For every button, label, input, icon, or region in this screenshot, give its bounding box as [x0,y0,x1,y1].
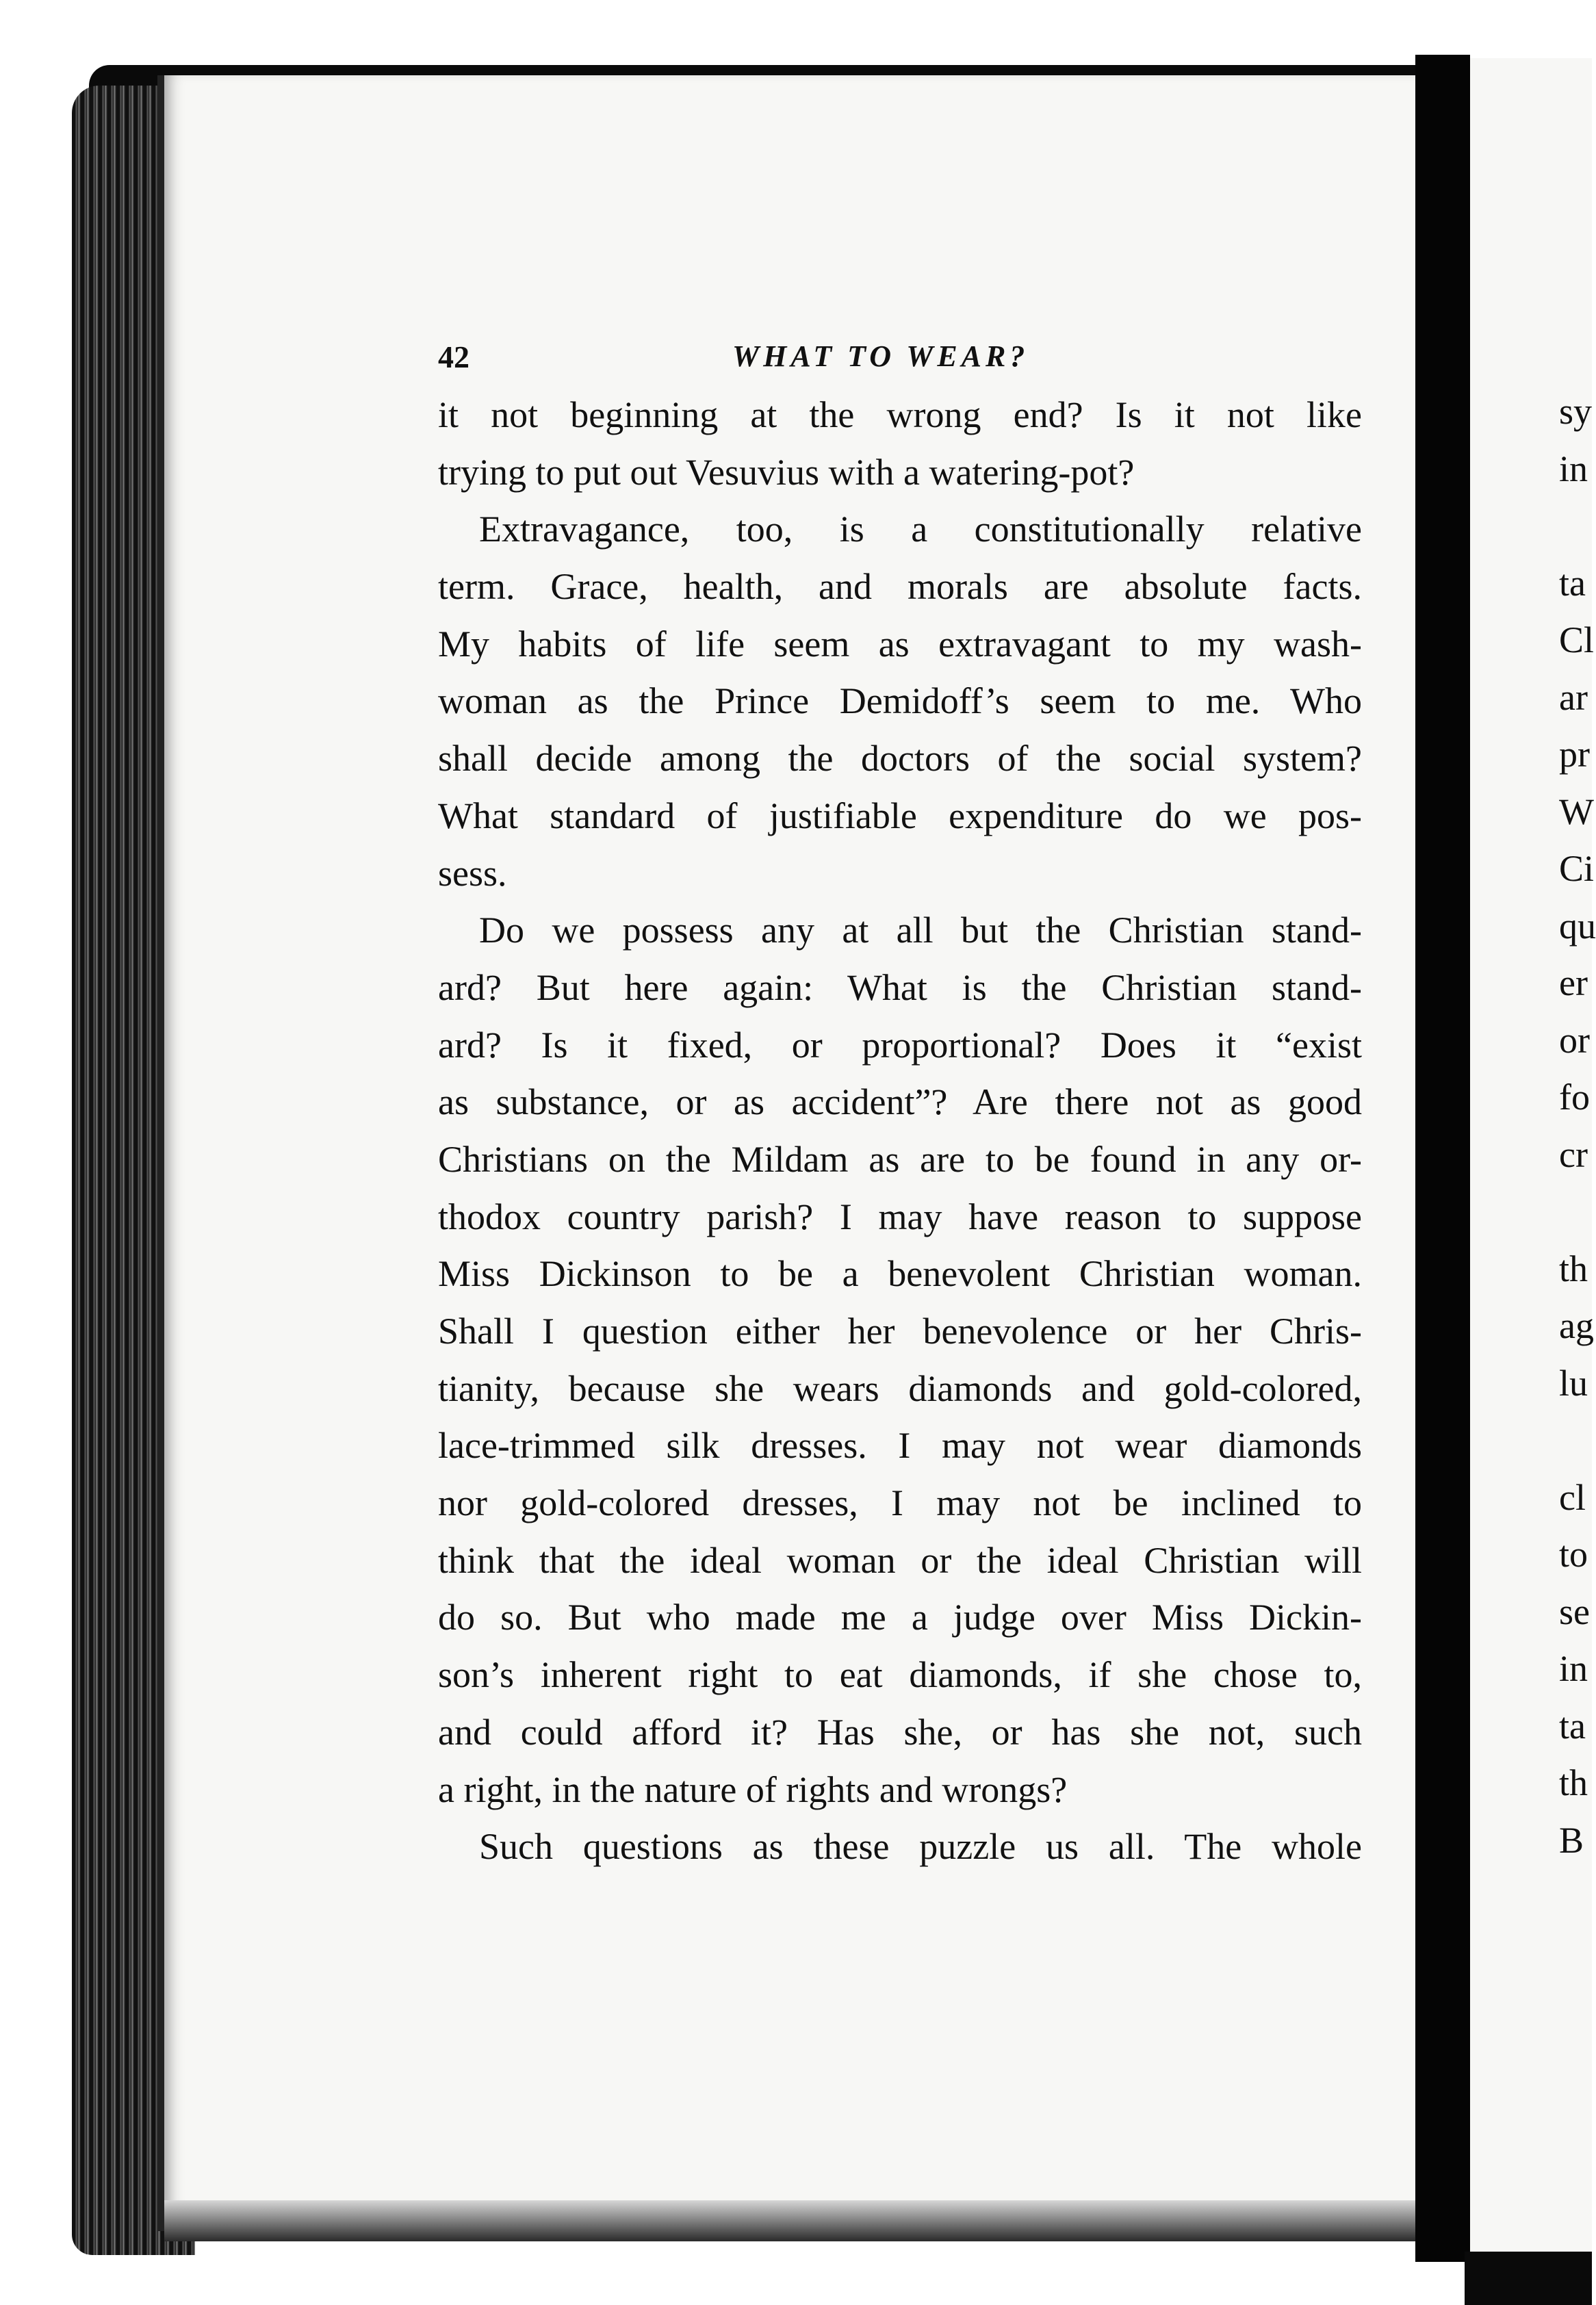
facing-page-fragment: sy [1559,391,1593,432]
left-page-text [438,325,1362,1876]
body-text [438,387,1362,1876]
facing-page-fragment: fo [1559,1077,1590,1118]
facing-page-fragment: se [1559,1591,1590,1632]
text-line: sess. [438,852,507,894]
facing-page-fragment: Ci [1559,848,1595,889]
facing-page-fragment: Cl [1559,619,1595,660]
facing-page-fragment: er [1559,962,1588,1003]
text-line: term. Grace, health, and morals are absolute facts. [438,566,1362,608]
text-line: My habits of life seem as extravagant to my wash- [438,623,1362,665]
facing-page-fragment: in [1559,1648,1588,1689]
facing-page-fragment: th [1559,1762,1588,1803]
facing-page-fragment: ag [1559,1305,1594,1346]
facing-page-fragment: th [1559,1248,1588,1289]
facing-page-fragment: cr [1559,1133,1588,1175]
text-line: a right, in the nature of rights and wrongs? [438,1768,1068,1810]
text-line: Extravagance, too, is a constitutionally relative [479,508,1362,550]
facing-page-fragment: qu [1559,905,1596,947]
text-line: Do we possess any at all but the Christian stand- [479,910,1362,951]
text-line: tianity, because she wears diamonds and gold-colored, [438,1367,1362,1409]
text-line: What standard of justifiable expenditure do we pos- [438,795,1362,836]
facing-page-fragment: lu [1559,1362,1588,1404]
text-line: woman as the Prince Demidoff’s seem to me. Who [438,680,1362,722]
text-line: son’s inherent right to eat diamonds, if she chose to, [438,1654,1362,1696]
text-line: as substance, or as accident”? Are there not as good [438,1081,1362,1123]
text-line: lace-trimmed silk dresses. I may not wear diamonds [438,1425,1362,1467]
facing-page-fragment: cl [1559,1476,1586,1518]
text-line: thodox country parish? I may have reason to suppose [438,1196,1362,1237]
page-number: 42 [438,339,469,374]
running-title: WHAT TO WEAR? [732,339,1029,373]
text-line: think that the ideal woman or the ideal Christian will [438,1539,1362,1581]
page-bottom-shadow [164,2200,1434,2241]
text-line: ard? Is it fixed, or proportional? Does it “exist [438,1024,1362,1066]
text-line: Christians on the Mildam as are to be found in any or- [438,1138,1362,1180]
book-gutter [1415,55,1470,2262]
text-line: Such questions as these puzzle us all. The whole [479,1826,1362,1868]
text-line: shall decide among the doctors of the social system? [438,738,1362,780]
text-line: Miss Dickinson to be a benevolent Christian woman. [438,1253,1362,1295]
text-line: it not beginning at the wrong end? Is it not like [438,394,1362,435]
facing-page-fragment: B [1559,1819,1584,1861]
facing-page-fragment: ta [1559,1705,1586,1747]
text-line: do so. But who made me a judge over Miss Dickin- [438,1597,1362,1638]
facing-page-fragment: ta [1559,562,1586,604]
running-head [438,325,1362,387]
text-line: Shall I question either her benevolence or her Chris- [438,1311,1362,1352]
text-line: ard? But here again: What is the Christian stand- [438,966,1362,1008]
text-line: and could afford it? Has she, or has she not, such [438,1711,1362,1753]
facing-page-fragment: ar [1559,676,1588,718]
facing-page-fragment: in [1559,448,1588,489]
facing-page-fragment: or [1559,1019,1590,1061]
facing-page-fragment: pr [1559,734,1590,775]
facing-page-fragment: W [1559,790,1594,832]
text-line: nor gold-colored dresses, I may not be inclined to [438,1482,1362,1524]
text-line: trying to put out Vesuvius with a watering-pot? [438,451,1135,493]
facing-page-fragment: to [1559,1534,1588,1575]
right-page-bottom-edge [1465,2252,1592,2305]
